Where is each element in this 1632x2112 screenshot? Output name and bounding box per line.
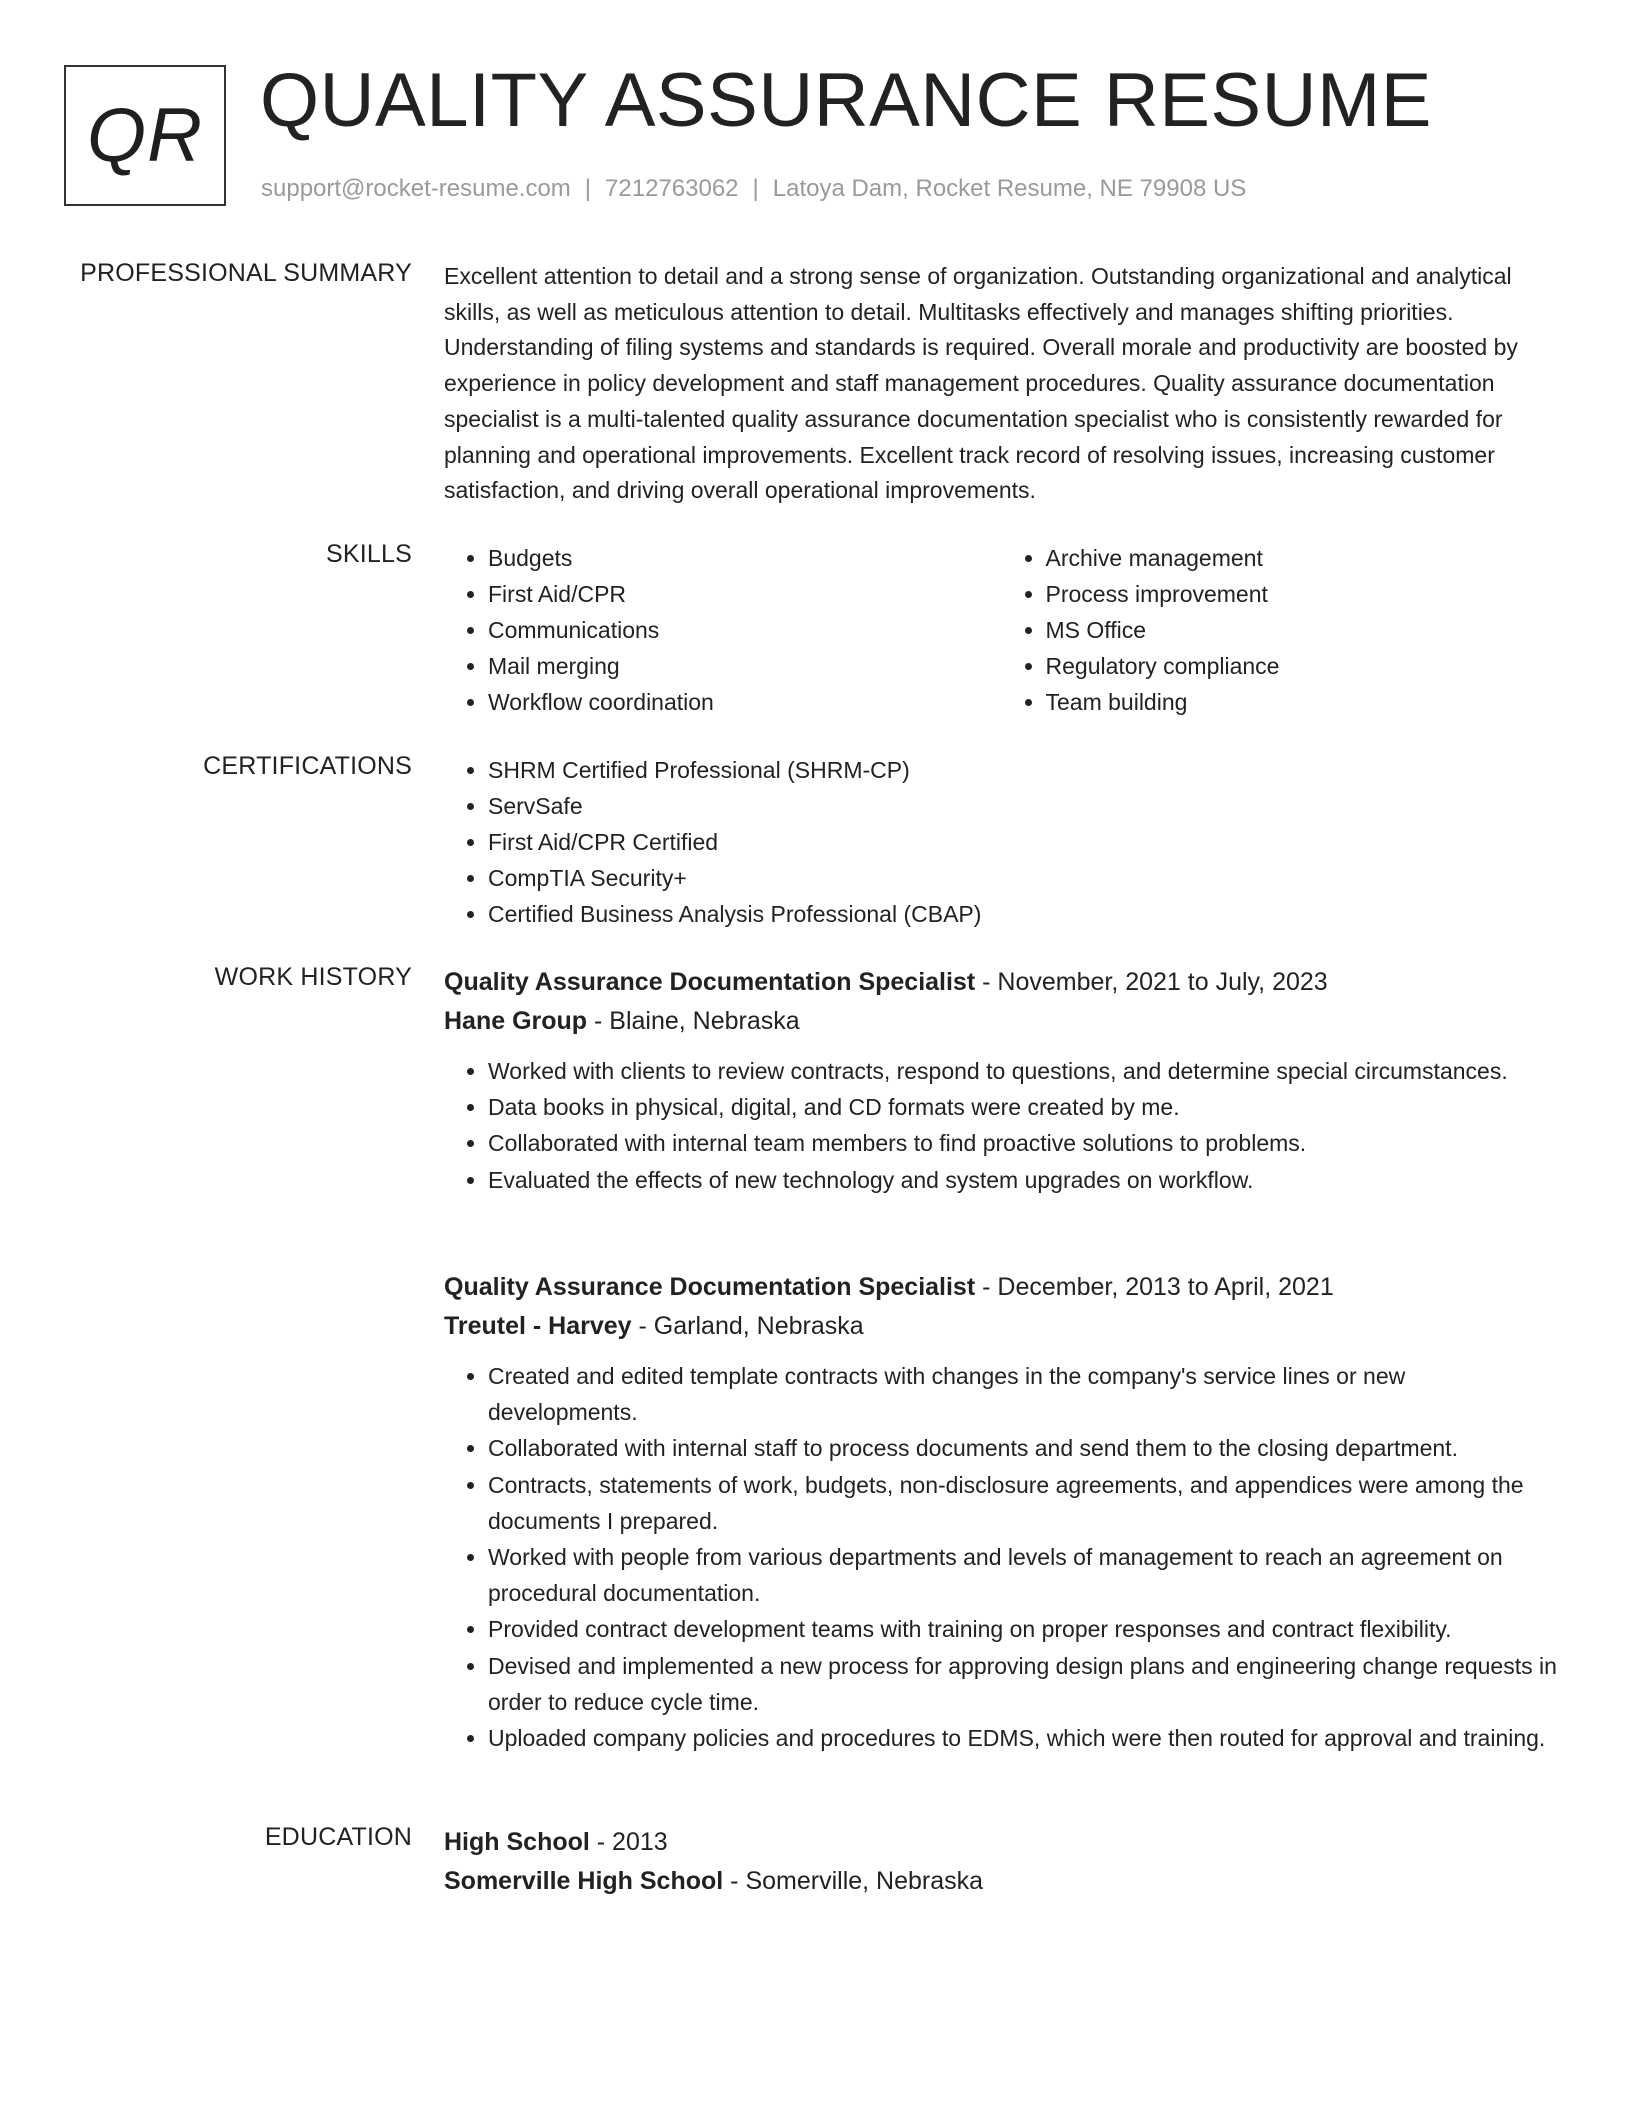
job-company: Treutel - Harvey: [444, 1312, 632, 1340]
job-title: Quality Assurance Documentation Specialist: [444, 968, 976, 996]
list-item: • Mail merging: [488, 648, 1002, 684]
list-item: • Communications: [488, 612, 1002, 648]
list-item: • Regulatory compliance: [1046, 648, 1560, 684]
education-school: Somerville High School: [444, 1867, 724, 1895]
section-label: PROFESSIONAL SUMMARY: [80, 259, 412, 287]
list-item: • Collaborated with internal team members to find proactive solutions to problems.: [488, 1125, 1559, 1161]
list-item: • Provided contract development teams with training on proper responses and contract flexibility.: [488, 1611, 1559, 1647]
contact-address: Latoya Dam, Rocket Resume, NE 79908 US: [772, 175, 1247, 202]
list-item: • Evaluated the effects of new technology and system upgrades on workflow.: [488, 1162, 1559, 1198]
job-bullets: [444, 1358, 1559, 1756]
list-item: • Process improvement: [1046, 576, 1560, 612]
job-dates: - November, 2021 to July, 2023: [975, 968, 1328, 996]
job-location: - Garland, Nebraska: [631, 1312, 864, 1340]
education-location: - Somerville, Nebraska: [723, 1867, 984, 1895]
list-item: • Collaborated with internal staff to process documents and send them to the closing department.: [488, 1430, 1559, 1466]
education-degree-line: [444, 1823, 1559, 1861]
list-item: • First Aid/CPR: [488, 576, 1002, 612]
job-title-line: [444, 1268, 1559, 1306]
section-label: WORK HISTORY: [214, 963, 412, 991]
job-entry: [444, 1268, 1559, 1756]
list-item: • Contracts, statements of work, budgets, non-disclosure agreements, and appendices were among the documents I prepared.: [488, 1467, 1559, 1539]
list-item: • Devised and implemented a new process for approving design plans and engineering change requests in order to reduce cycle time.: [488, 1648, 1559, 1720]
contact-line: [261, 175, 1246, 203]
list-item: • SHRM Certified Professional (SHRM-CP): [488, 752, 1559, 788]
summary-text: Excellent attention to detail and a strong sense of organization. Outstanding organizational and analytical skills, as well as meticulous attention to detail. Multitasks effectively and manages shifting priorities. Understanding of filing systems and standards is required. Overall morale and productivity are boosted by experience in policy development and staff management procedures. Quality assurance documentation specialist is a multi-talented quality assurance documentation specialist who is consistently rewarded for planning and operational improvements. Excellent track record of resolving issues, increasing customer satisfaction, and driving overall operational improvements.: [444, 263, 1518, 504]
list-item: • Data books in physical, digital, and CD formats were created by me.: [488, 1089, 1559, 1125]
list-item: • ServSafe: [488, 788, 1559, 824]
list-item: • Budgets: [488, 540, 1002, 576]
contact-email[interactable]: support@rocket-resume.com: [261, 175, 571, 202]
job-entry: [444, 963, 1559, 1198]
list-item: • Worked with clients to review contracts, respond to questions, and determine special circumstances.: [488, 1053, 1559, 1089]
section-label: EDUCATION: [264, 1823, 412, 1851]
job-title-line: [444, 963, 1559, 1001]
list-item: • Team building: [1046, 684, 1560, 720]
list-item: • Uploaded company policies and procedures to EDMS, which were then routed for approval and training.: [488, 1720, 1559, 1756]
monogram-logo: QR: [64, 65, 226, 206]
list-item: • Worked with people from various departments and levels of management to reach an agreement on procedural documentation.: [488, 1539, 1559, 1611]
contact-phone[interactable]: 7212763062: [605, 175, 739, 202]
job-company-line: [444, 1306, 1559, 1346]
section-label: CERTIFICATIONS: [203, 752, 412, 780]
education-year: - 2013: [589, 1828, 668, 1856]
list-item: • Archive management: [1046, 540, 1560, 576]
job-bullets: [444, 1053, 1559, 1198]
job-company: Hane Group: [444, 1007, 588, 1035]
certifications-list: [444, 752, 1559, 932]
job-location: - Blaine, Nebraska: [587, 1007, 800, 1035]
job-title: Quality Assurance Documentation Specialist: [444, 1273, 976, 1301]
education-degree: High School: [444, 1828, 590, 1856]
contact-separator: |: [584, 175, 592, 202]
resume-header: [64, 58, 1584, 215]
job-dates: - December, 2013 to April, 2021: [975, 1273, 1334, 1301]
list-item: • Workflow coordination: [488, 684, 1002, 720]
section-label: SKILLS: [326, 540, 412, 568]
contact-separator: |: [752, 175, 759, 202]
job-company-line: [444, 1001, 1559, 1041]
list-item: • MS Office: [1046, 612, 1560, 648]
education-school-line: [444, 1861, 1559, 1901]
skills-list-right: [1002, 540, 1560, 720]
skills-grid: [444, 540, 1559, 720]
list-item: • First Aid/CPR Certified: [488, 824, 1559, 860]
resume-title: QUALITY ASSURANCE RESUME: [260, 58, 1433, 143]
skills-list-left: [444, 540, 1002, 720]
list-item: • Certified Business Analysis Professional (CBAP): [488, 896, 1559, 932]
list-item: • CompTIA Security+: [488, 860, 1559, 896]
list-item: • Created and edited template contracts with changes in the company's service lines or new developments.: [488, 1358, 1559, 1430]
